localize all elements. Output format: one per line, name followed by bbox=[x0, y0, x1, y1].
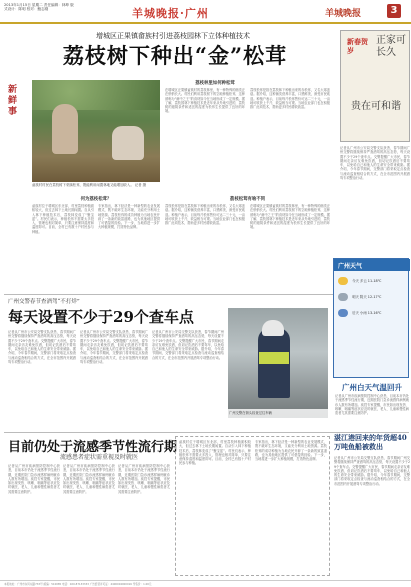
story2-photo bbox=[228, 308, 328, 418]
story1-photo bbox=[32, 80, 160, 182]
story3-subheadline: 流感患者症状需重视及时就医 bbox=[60, 454, 139, 461]
weather-row: 今天 多云 11-18℃ bbox=[338, 277, 406, 285]
vest-shape bbox=[259, 352, 289, 364]
story3-headline[interactable]: 目前仍处于流感季节性流行期 bbox=[8, 440, 178, 455]
page-header bbox=[0, 0, 411, 24]
weather-title: 广州天气 bbox=[334, 259, 410, 271]
story3-body-col: 记者从广州市疾病预防控制中心获悉，目前本市仍处于流感季节性流行期，近期医院门急诊流感样病例就诊人数有所增加。疾控专家提醒，市民如出现发热、咳嗽、咽痛等症状应及时就医，老人、儿童和慢性病患者尤其需要注意防护。 bbox=[118, 464, 170, 494]
paper-name: 羊城晚报 bbox=[325, 9, 362, 19]
cloud-icon bbox=[338, 293, 348, 301]
greeting-ad bbox=[340, 30, 410, 142]
weather-body: 记者从广州市疾病预防控制中心获悉，目前本市仍处于流感季节性流行期，近期医院门急诊流感样病例就诊人数有所增加。疾控专家提醒，市民如出现发热、咳嗽、咽痛等症状应及时就医，老人、儿童和慢性病患者尤其需要注意防护。 bbox=[335, 394, 409, 416]
sun-cloud-icon bbox=[338, 277, 348, 285]
story2-headline[interactable]: 每天设置不少于29个查车点 bbox=[8, 308, 194, 326]
story1-kicker: 增城区正果镇畲族村引进荔枝园林下立体种植技术 bbox=[96, 32, 250, 40]
story1-body-col: 专家指出，林下经济是一种新型的农业发展模式，既不破坏生态环境，又能充分利用土地资源。荔枝松茸的成功种植为当地农民开辟了一条新的致富道路，也为其他地区提供了可借鉴的经验。下一步，当地将进一步扩大种植规模，打造特色品牌。 bbox=[98, 204, 160, 230]
story1-sidebar bbox=[0, 80, 30, 182]
story1-headline[interactable]: 荔枝树下种出“金”松茸 bbox=[62, 43, 288, 68]
story1-body-col: 在增城区正果镇畲族村的荔枝林里，有一种特殊的菌类正在悄悄长大。村民们利用荔枝树下的空地种植松茸，这种被称为“菌中之王”的食材如今在当地形成了一定规模。据了解，荔枝园林下种植技术是近年来从外地引进的，荔枝树的遮阴条件和适宜的湿度为松茸生长提供了良好的环境。 bbox=[165, 88, 245, 114]
story2-photo-caption: 广州交警在街头检查过往车辆 bbox=[228, 409, 328, 418]
story1-subhead: 荔枝松茸有啥不同 bbox=[229, 197, 266, 202]
issue-date: 2013年1月15日 星期二 责任编辑：林坤 版式设计：陈明 校对：鲍志刚 bbox=[4, 3, 74, 12]
ad-seal: 新春贺岁 bbox=[347, 37, 368, 55]
foliage-shape bbox=[32, 80, 160, 110]
rain-icon bbox=[338, 309, 348, 317]
story1-body-col: 在增城区正果镇畲族村的荔枝林里，有一种特殊的菌类正在悄悄长大。村民们利用荔枝树下的空地种植松茸，这种被称为“菌中之王”的食材如今在当地形成了一定规模。据了解，荔枝园林下种植技术是近年来从外地引进的，荔枝树的遮阴条件和适宜的湿度为松茸生长提供了良好的环境。 bbox=[250, 204, 330, 230]
story4-headline[interactable]: 湛江港回来的年货超40万吨鱼船被救出 bbox=[334, 433, 407, 451]
story4-body: 记者从广州市公安局交警支队获悉，春节期间广州交警将继续保持严查酒驾的高压态势，每天设置不少于29个查车点。交警提醒广大市民，春节期间走亲访友难免饮酒，但切记饮酒后不要驾车，以免给自己和他人的生命安全带来威胁。据介绍，今年春节期间，交警部门将采取定点检查与流动巡查相结合的方式，在全市范围内开展酒驾专项整治行动。 bbox=[334, 456, 410, 486]
right-col-text: 记者从广州市公安局交警支队获悉，春节期间广州交警将继续保持严查酒驾的高压态势，每天设置不少于29个查车点。交警提醒广大市民，春节期间走亲访友难免饮酒，但切记饮酒后不要驾车，以免给自己和他人的生命安全带来威胁。据介绍，今年春节期间，交警部门将采取定点检查与流动巡查相结合的方式，在全市范围内开展酒驾专项整治行动。 bbox=[340, 146, 410, 181]
page-footer: 本报地址：广州市东风东路733号 邮编：510085 电话：020-87133333 广告经营许可证：4400004000016 零售价：1.00元 bbox=[0, 580, 411, 587]
person-figure bbox=[52, 104, 78, 154]
story1-photo-caption: 畲族村村民在荔枝树下采摘松茸，既能利用闲置林地又能增加收入。 记者 摄 bbox=[32, 183, 147, 187]
section-divider bbox=[4, 294, 334, 295]
boxed-column bbox=[175, 436, 330, 576]
weather-headline[interactable]: 广州白天气温回升 bbox=[342, 383, 402, 392]
ad-calligraphy: 贵在可和谐 bbox=[351, 101, 401, 112]
story1-body-col: 荔枝松茸是指在荔枝林下种植出来的赤松茸，又名大球盖菇。据介绍，这种菌类营养丰富，口感鲜美，深受市民欢迎。种植户表示，目前每斤松茸售价可达二三十元，一亩地可收获上千斤，收益相当可观。当地农业部门也在积极推广此项技术，帮助更多村民增收致富。 bbox=[250, 88, 330, 110]
boxed-body-col: 畲族村位于增城区东北部，村里荔枝种植面积较大，但过去林下土地长期闲置。自从引入林下种植技术后，荔枝林变成了“聚宝盆”。村民们表示，种植松茸不需要太多投入，管理也相对简单，只要注意保持湿度和温度即可。目前，全村已有数十户村民参与种植。 bbox=[179, 440, 251, 466]
edition-title: 羊城晚报·广州 bbox=[132, 7, 209, 20]
story2-tag: 广州交警春节查酒驾“不打烊” bbox=[8, 299, 80, 305]
weather-row: 明天 阴天 12-17℃ bbox=[338, 293, 406, 301]
sidebar-tag: 新鲜事 bbox=[8, 85, 18, 117]
story2-body-col: 记者从广州市公安局交警支队获悉，春节期间广州交警将继续保持严查酒驾的高压态势，每天设置不少于29个查车点。交警提醒广大市民，春节期间走亲访友难免饮酒，但切记饮酒后不要驾车，以免给自己和他人的生命安全带来威胁。据介绍，今年春节期间，交警部门将采取定点检查与流动巡查相结合的方式，在全市范围内开展酒驾专项整治行动。 bbox=[8, 330, 76, 365]
story1-subhead: 荔枝林里如何种松茸 bbox=[195, 81, 235, 86]
page-number: 3 bbox=[387, 4, 401, 18]
weather-box bbox=[333, 258, 409, 378]
story1-body-col: 畲族村位于增城区东北部，村里荔枝种植面积较大，但过去林下土地长期闲置。自从引入林下种植技术后，荔枝林变成了“聚宝盆”。村民们表示，种植松茸不需要太多投入，管理也相对简单，只要注意保持湿度和温度即可。目前，全村已有数十户村民参与种植。 bbox=[32, 204, 94, 234]
story2-body-col: 记者从广州市公安局交警支队获悉，春节期间广州交警将继续保持严查酒驾的高压态势，每天设置不少于29个查车点。交警提醒广大市民，春节期间走亲访友难免饮酒，但切记饮酒后不要驾车，以免给自己和他人的生命安全带来威胁。据介绍，今年春节期间，交警部门将采取定点检查与流动巡查相结合的方式，在全市范围内开展酒驾专项整治行动。 bbox=[80, 330, 148, 365]
story3-body-col: 记者从广州市疾病预防控制中心获悉，目前本市仍处于流感季节性流行期，近期医院门急诊流感样病例就诊人数有所增加。疾控专家提醒，市民如出现发热、咳嗽、咽痛等症状应及时就医，老人、儿童和慢性病患者尤其需要注意防护。 bbox=[8, 464, 60, 494]
ad-calligraphy: 正家可长久 bbox=[376, 35, 406, 58]
boxed-body-col: 专家指出，林下经济是一种新型的农业发展模式，既不破坏生态环境，又能充分利用土地资源。荔枝松茸的成功种植为当地农民开辟了一条新的致富道路，也为其他地区提供了可借鉴的经验。下一步，当地将进一步扩大种植规模，打造特色品牌。 bbox=[255, 440, 327, 462]
story3-body-col: 记者从广州市疾病预防控制中心获悉，目前本市仍处于流感季节性流行期，近期医院门急诊流感样病例就诊人数有所增加。疾控专家提醒，市民如出现发热、咳嗽、咽痛等症状应及时就医，老人、儿童和慢性病患者尤其需要注意防护。 bbox=[63, 464, 115, 494]
helmet-shape bbox=[262, 320, 284, 336]
story1-body-col: 荔枝松茸是指在荔枝林下种植出来的赤松茸，又名大球盖菇。据介绍，这种菌类营养丰富，口感鲜美，深受市民欢迎。种植户表示，目前每斤松茸售价可达二三十元，一亩地可收获上千斤，收益相当可观。当地农业部门也在积极推广此项技术，帮助更多村民增收致富。 bbox=[165, 204, 245, 226]
story1-subhead: 何为荔枝松茸？ bbox=[80, 197, 112, 202]
weather-row: 后天 小雨 13-16℃ bbox=[338, 309, 406, 317]
person-figure bbox=[112, 126, 144, 160]
story2-body-col: 记者从广州市公安局交警支队获悉，春节期间广州交警将继续保持严查酒驾的高压态势，每天设置不少于29个查车点。交警提醒广大市民，春节期间走亲访友难免饮酒，但切记饮酒后不要驾车，以免给自己和他人的生命安全带来威胁。据介绍，今年春节期间，交警部门将采取定点检查与流动巡查相结合的方式，在全市范围内开展酒驾专项整治行动。 bbox=[152, 330, 224, 360]
